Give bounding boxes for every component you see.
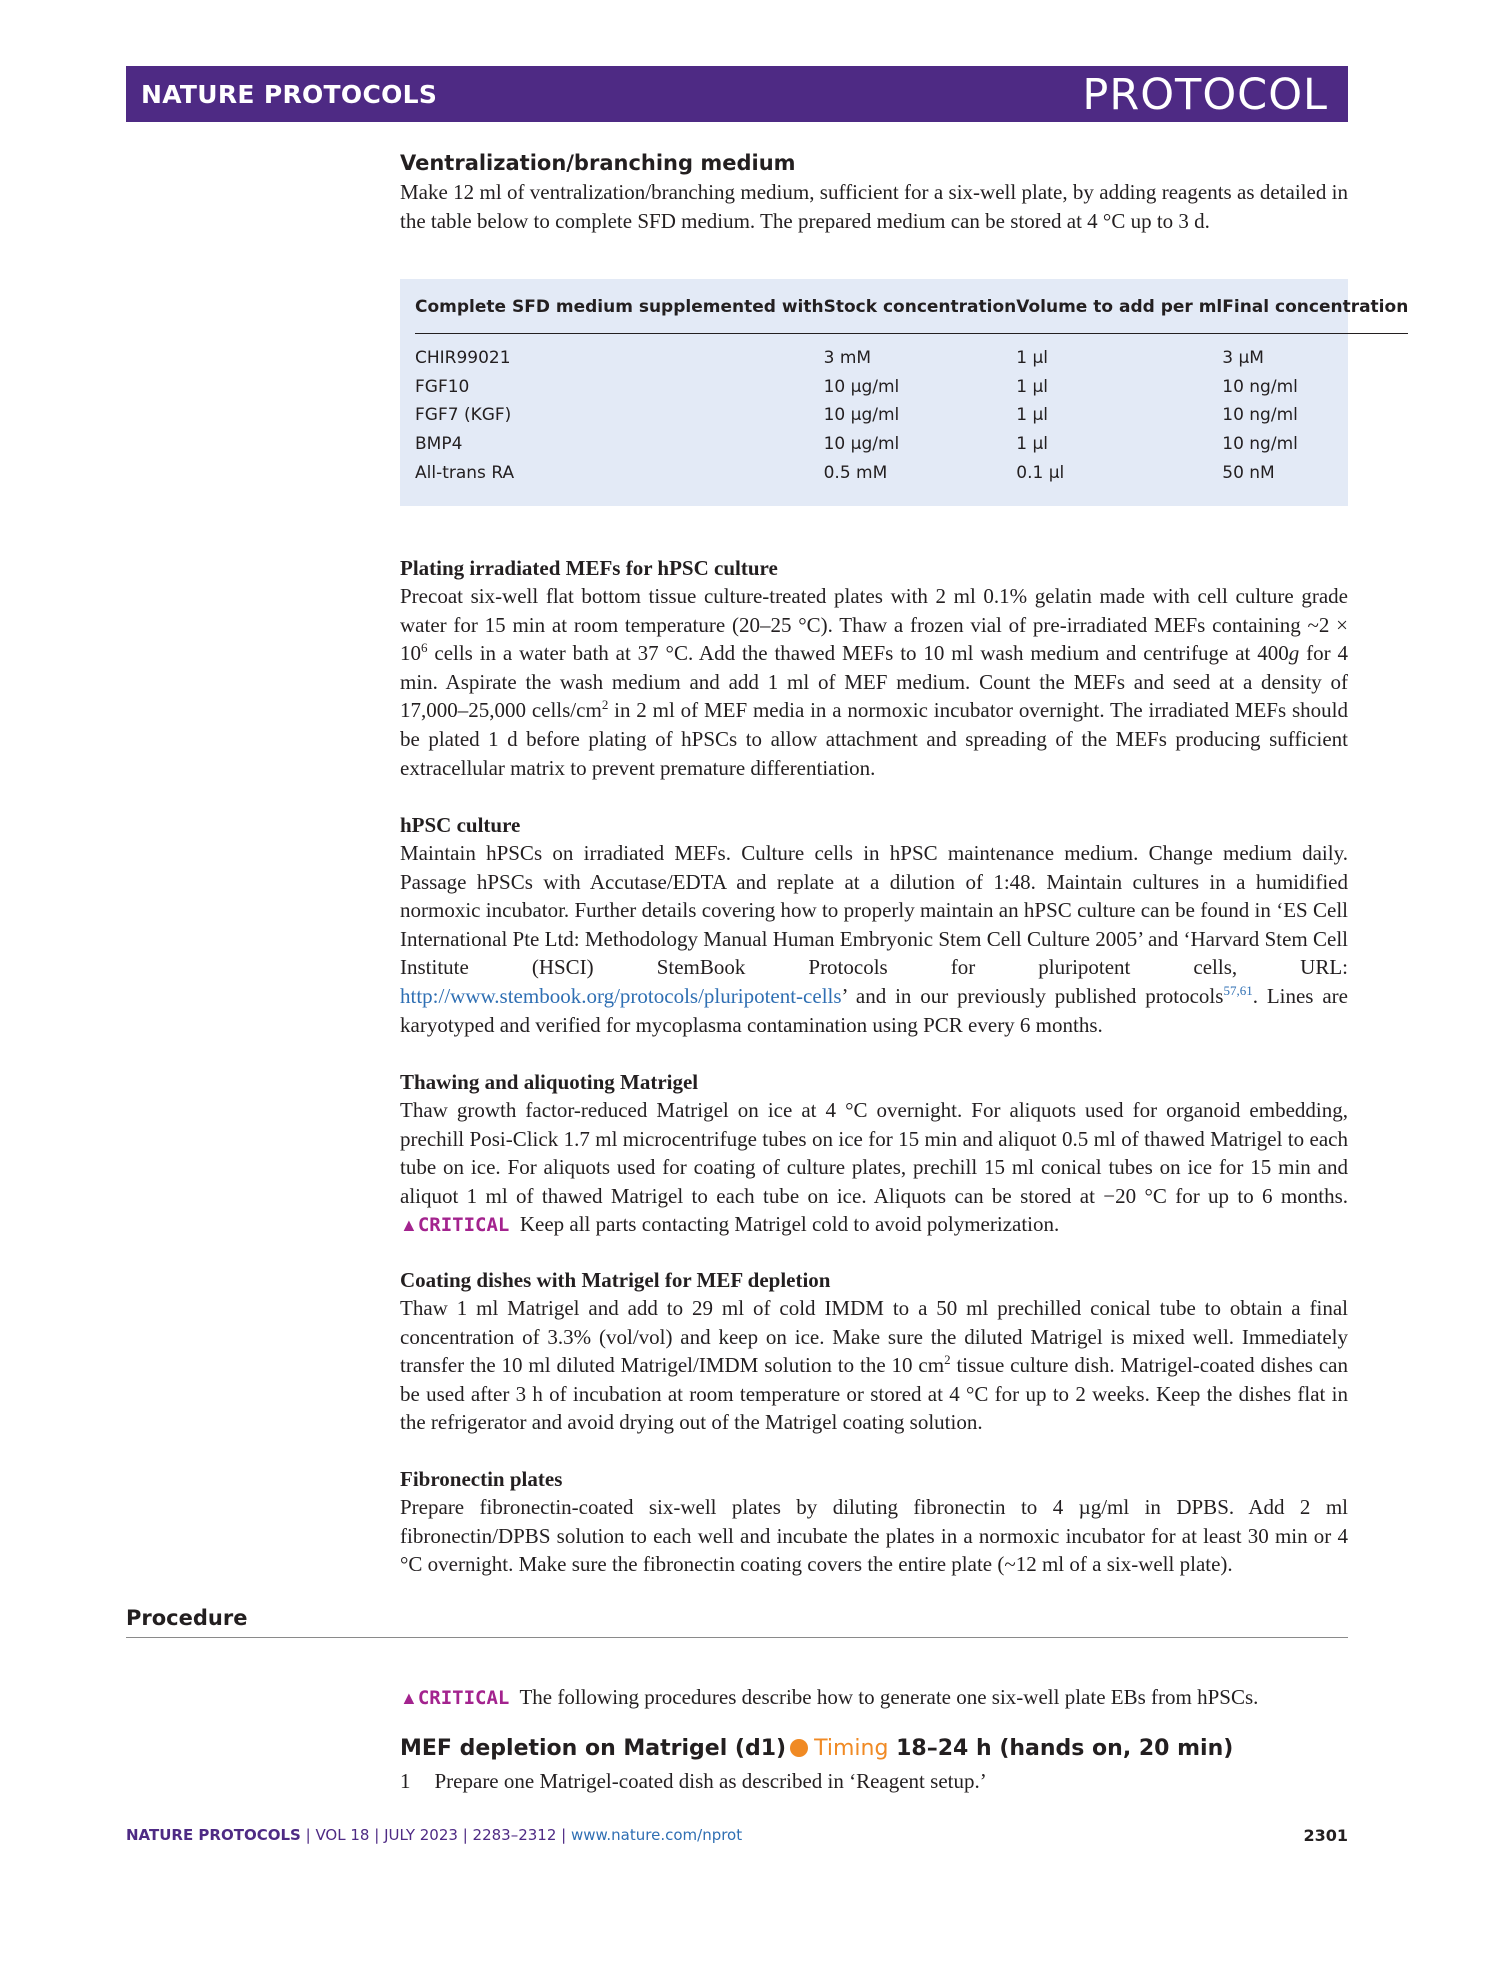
- procedure-divider: [126, 1637, 1348, 1638]
- article-type: PROTOCOL: [1082, 70, 1328, 120]
- table-cell: 1 µl: [1016, 348, 1049, 369]
- table-cell: 10 µg/ml: [823, 376, 900, 397]
- timing-text: 18–24 h (hands on, 20 min): [896, 1736, 1234, 1761]
- section-thawing-matrigel: [400, 1070, 1348, 1240]
- section-text: Thaw growth factor-reduced Matrigel on ice at 4 °C overnight. For aliquots used for organoid embedding, prechill Posi-Click 1.7 ml microcentrifuge tubes on ice for 15 min and aliquot 0.5 ml of thawed Matrigel to each tube on ice. For aliquots used for coating of culture plates, prechill 15 ml conical tubes on ice for 15 min and aliquot 1 ml of thawed Matrigel to each tube on ice. Aliquots can be stored at −20 °C for up to 6 months. ▲CRITICAL Keep all parts contacting Matrigel cold to avoid polymerization.: [400, 1098, 1348, 1237]
- table-cell: BMP4: [415, 434, 463, 455]
- journal-header-bar: [126, 66, 1348, 122]
- timing-dot-icon: [790, 1739, 808, 1757]
- stembook-link[interactable]: http://www.stembook.org/protocols/pluripotent-cells: [400, 983, 842, 1008]
- section-hpsc-culture: [400, 813, 1348, 1039]
- table-row: [415, 430, 1408, 459]
- section-ventralization: [400, 151, 1348, 235]
- section-text: Make 12 ml of ventralization/branching medium, sufficient for a six-well plate, by adding reagents as detailed in the table below to complete SFD medium. The prepared medium can be stored at 4 °C up to 3 d.: [400, 180, 1348, 233]
- table-row: [415, 373, 1408, 402]
- section-text: Thaw 1 ml Matrigel and add to 29 ml of cold IMDM to a 50 ml prechilled conical tube to obtain a final concentration of 3.3% (vol/vol) and keep on ice. Make sure the diluted Matrigel is mixed well. Immediately transfer the 10 ml diluted Matrigel/IMDM solution to the 10 $cm^2$ tissue culture dish. Matrigel-coated dishes can be used after 3 h of incubation at room temperature or stored at 4 °C for up to 2 weeks. Keep the dishes flat in the refrigerator and avoid drying out of the Matrigel coating solution.: [400, 1296, 1349, 1435]
- table-header-cell: Final concentration: [1222, 297, 1408, 334]
- section-text: Prepare fibronectin-coated six-well plates by diluting fibronectin to 4 µg/ml in DPBS. Add 2 ml fibronectin/DPBS solution to each well and incubate the plates in a normoxic incubator for at least 30 min or 4 °C overnight. Make sure the fibronectin coating covers the entire plate (~12 ml of a six-well plate).: [400, 1495, 1348, 1577]
- section-fibronectin: [400, 1467, 1348, 1579]
- step-title: MEF depletion on Matrigel (d1) Timing 18–24 h (hands on, 20 min): [400, 1736, 1234, 1761]
- section-title: hPSC culture: [400, 813, 521, 837]
- reference-link[interactable]: 57,61: [1223, 982, 1253, 998]
- table-row: [415, 401, 1408, 430]
- footer-url-link[interactable]: www.nature.com/nprot: [570, 1826, 743, 1844]
- critical-triangle-icon: ▲: [400, 1215, 418, 1236]
- table-cell: 10 ng/ml: [1222, 405, 1298, 426]
- table-cell: FGF10: [415, 376, 470, 397]
- section-text: Maintain hPSCs on irradiated MEFs. Culture cells in hPSC maintenance medium. Change medium daily. Passage hPSCs with Accutase/EDTA and replate at a dilution of 1:48. Maintain cultures in a humidified normoxic incubator. Further details covering how to properly maintain an hPSC culture can be found in ‘ES Cell International Pte Ltd: Methodology Manual Human Embryonic Stem Cell Culture 2005’ and ‘Harvard Stem Cell Institute (HSCI) StemBook Protocols for pluripotent cells, URL: http://www.stembook.org/protocols/pluripotent-cells’ and in our previously published protocols$^{57,61}$. Lines are karyotyped and verified for mycoplasma contamination using PCR every 6 months.: [400, 841, 1349, 1037]
- critical-label: CRITICAL: [417, 1214, 510, 1237]
- table-cell: 1 µl: [1016, 434, 1049, 455]
- table-cell: All-trans RA: [415, 462, 515, 483]
- table-cell: 10 ng/ml: [1222, 376, 1298, 397]
- procedure-heading: Procedure: [126, 1606, 248, 1630]
- section-text: Precoat six-well flat bottom tissue culture-treated plates with 2 ml 0.1% gelatin made with cell culture grade water for 15 min at room temperature (20–25 °C). Thaw a frozen vial of pre-irradiated MEFs containing ~2 × $10^6$ cells in a water bath at 37 °C. Add the thawed MEFs to 10 ml wash medium and centrifuge at 400g for 4 min. Aspirate the wash medium and add 1 ml of MEF medium. Count the MEFs and seed at a density of 17,000–25,000 cells/$cm^2$ in 2 ml of MEF media in a normoxic incubator overnight. The irradiated MEFs should be plated 1 d before plating of hPSCs to allow attachment and spreading of the MEFs producing sufficient extracellular matrix to prevent premature differentiation.: [400, 584, 1348, 780]
- section-coating-dishes: [400, 1268, 1348, 1437]
- section-title: Fibronectin plates: [400, 1467, 563, 1491]
- table-cell: CHIR99021: [415, 348, 511, 369]
- table-cell: 10 µg/ml: [823, 405, 900, 426]
- critical-label: CRITICAL: [417, 1687, 510, 1709]
- table-header-cell: Stock concentration: [824, 297, 1017, 334]
- table-cell: 0.5 mM: [823, 462, 888, 483]
- page-number: 2301: [1303, 1826, 1348, 1845]
- table-cell: 10 µg/ml: [823, 434, 900, 455]
- page-footer: NATURE PROTOCOLS | VOL 18 | JULY 2023 | 2283–2312 | www.nature.com/nprot: [126, 1826, 743, 1844]
- table-cell: 50 nM: [1222, 462, 1275, 483]
- section-plating-mefs: [400, 556, 1348, 782]
- table-row: [415, 458, 1408, 487]
- section-title: Coating dishes with Matrigel for MEF depletion: [400, 1268, 831, 1292]
- table-cell: 0.1 µl: [1016, 462, 1065, 483]
- timing-label: Timing: [814, 1736, 889, 1761]
- step-text: Prepare one Matrigel-coated dish as described in ‘Reagent setup.’: [434, 1769, 987, 1793]
- section-title: Thawing and aliquoting Matrigel: [400, 1070, 699, 1094]
- table-cell: 1 µl: [1016, 376, 1049, 397]
- table-header-cell: Volume to add per ml: [1016, 297, 1222, 334]
- table-cell: 10 ng/ml: [1222, 434, 1298, 455]
- table-cell: 1 µl: [1016, 405, 1049, 426]
- critical-triangle-icon: ▲: [400, 1688, 418, 1708]
- section-title: Plating irradiated MEFs for hPSC culture: [400, 556, 778, 580]
- supplement-table-box: [400, 279, 1409, 506]
- step-number: 1: [400, 1769, 411, 1793]
- journal-name: NATURE PROTOCOLS: [141, 80, 438, 109]
- procedure-step: [400, 1767, 1348, 1796]
- table-row: [415, 334, 1408, 373]
- table-cell: 3 mM: [823, 348, 872, 369]
- procedure-critical-note: ▲CRITICAL The following procedures describe how to generate one six-well plate EBs from hPSCs.: [400, 1685, 1259, 1709]
- table-cell: 3 µM: [1222, 348, 1264, 369]
- table-cell: FGF7 (KGF): [415, 405, 512, 426]
- table-header-cell: Complete SFD medium supplemented with: [415, 297, 824, 334]
- supplement-table: [415, 297, 1408, 487]
- table-header-row: [415, 297, 1408, 334]
- section-title: Ventralization/branching medium: [400, 151, 796, 175]
